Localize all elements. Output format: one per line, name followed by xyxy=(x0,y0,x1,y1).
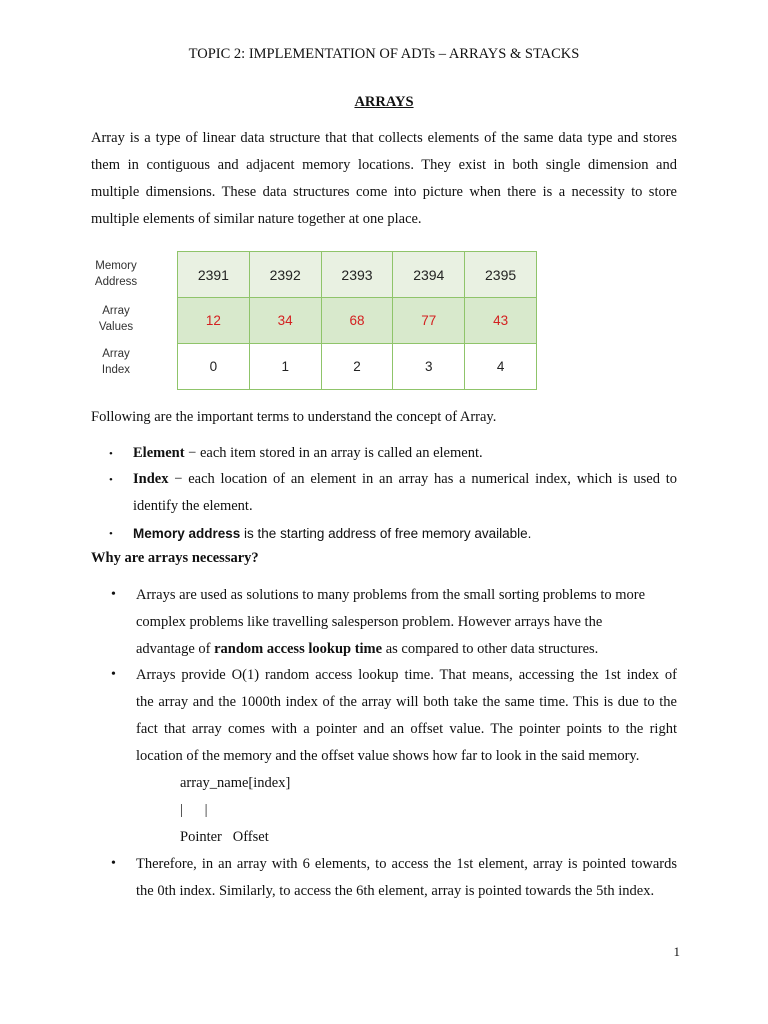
address-cell: 2392 xyxy=(249,252,321,298)
intro-line: multiple elements of similar nature together at one place. xyxy=(91,211,422,227)
bullet-icon: • xyxy=(111,856,116,871)
why-b1-line: Arrays are used as solutions to many problems from the small sorting problems to more xyxy=(136,587,646,603)
why-b2-line: fact that array comes with a pointer and an offset value. The pointer points to the right xyxy=(136,721,677,737)
index-row xyxy=(178,344,537,390)
value-cell: 43 xyxy=(465,298,537,344)
bullet-icon: • xyxy=(109,528,113,540)
value-cell: 12 xyxy=(178,298,250,344)
address-cell: 2394 xyxy=(393,252,465,298)
index-cell: 2 xyxy=(321,344,393,390)
text-run-bold: random access lookup time xyxy=(214,641,383,657)
label-line: Address xyxy=(94,276,138,288)
label-line: Array xyxy=(102,348,130,360)
why-b3-line: Therefore, in an array with 6 elements, to access the 1st element, array is pointed towards xyxy=(136,856,677,872)
bullet-icon: • xyxy=(111,587,116,602)
term-desc: − each location of an element in an array has a numerical index, which is used to xyxy=(168,471,677,487)
address-cell: 2395 xyxy=(465,252,537,298)
code-legend: Pointer Offset xyxy=(180,829,269,845)
term-element xyxy=(133,440,483,467)
term-name: Index xyxy=(133,471,169,487)
values-row xyxy=(178,298,537,344)
index-cell: 4 xyxy=(465,344,537,390)
index-cell: 1 xyxy=(249,344,321,390)
address-cell: 2391 xyxy=(178,252,250,298)
term-memory-address xyxy=(133,520,531,547)
page-number: 1 xyxy=(673,944,680,959)
term-desc: − each item stored in an array is called an element. xyxy=(184,445,483,461)
array-index-label xyxy=(86,346,146,378)
value-cell: 77 xyxy=(393,298,465,344)
intro-line: multiple dimensions. These data structures come into picture when there is a necessity to store xyxy=(91,184,677,200)
term-desc: is the starting address of free memory available. xyxy=(240,526,532,541)
why-b1-line xyxy=(136,636,598,663)
intro-line: Array is a type of linear data structure that that collects elements of the same data type and stores xyxy=(91,130,677,146)
intro-line: them in contiguous and adjacent memory locations. They exist in both single dimension and xyxy=(91,157,677,173)
why-b2-line: Arrays provide O(1) random access lookup time. That means, accessing the 1st index of xyxy=(136,667,677,683)
text-run: advantage of xyxy=(136,641,215,657)
terms-intro: Following are the important terms to understand the concept of Array. xyxy=(91,409,497,425)
index-cell: 3 xyxy=(393,344,465,390)
address-row xyxy=(178,252,537,298)
why-b1-line: complex problems like travelling salesperson problem. However arrays have the xyxy=(136,614,603,630)
why-b2-line: location of the memory and the offset value shows how far to look in the said memory. xyxy=(136,748,640,764)
bullet-icon: • xyxy=(109,448,113,460)
term-name: Element xyxy=(133,445,185,461)
label-line: Index xyxy=(101,364,131,376)
label-line: Values xyxy=(98,321,134,333)
intro-paragraph xyxy=(91,125,677,233)
text-run: as compared to other data structures. xyxy=(382,641,599,657)
why-b2-line: the array and the 1000th index of the array will both take the same time. This is due to the xyxy=(136,694,677,710)
index-cell: 0 xyxy=(178,344,250,390)
array-values-label xyxy=(86,303,146,335)
array-table xyxy=(177,251,537,390)
value-cell: 34 xyxy=(249,298,321,344)
address-cell: 2393 xyxy=(321,252,393,298)
why-b3-line: the 0th index. Similarly, to access the 6th element, array is pointed towards the 5th index. xyxy=(136,883,655,899)
bullet-icon: • xyxy=(111,667,116,682)
label-line: Memory xyxy=(95,260,137,272)
label-line: Array xyxy=(102,305,130,317)
bullet-icon: • xyxy=(109,474,113,486)
memory-address-label xyxy=(86,258,146,290)
code-bars: | | xyxy=(180,802,208,818)
term-index xyxy=(133,466,677,493)
code-expression: array_name[index] xyxy=(180,775,291,791)
section-title: ARRAYS xyxy=(354,94,414,110)
term-index-cont: identify the element. xyxy=(133,498,253,514)
term-name: Memory address xyxy=(133,526,241,541)
why-heading: Why are arrays necessary? xyxy=(91,550,259,566)
value-cell: 68 xyxy=(321,298,393,344)
page-header: TOPIC 2: IMPLEMENTATION OF ADTs – ARRAYS & STACKS xyxy=(188,46,580,62)
